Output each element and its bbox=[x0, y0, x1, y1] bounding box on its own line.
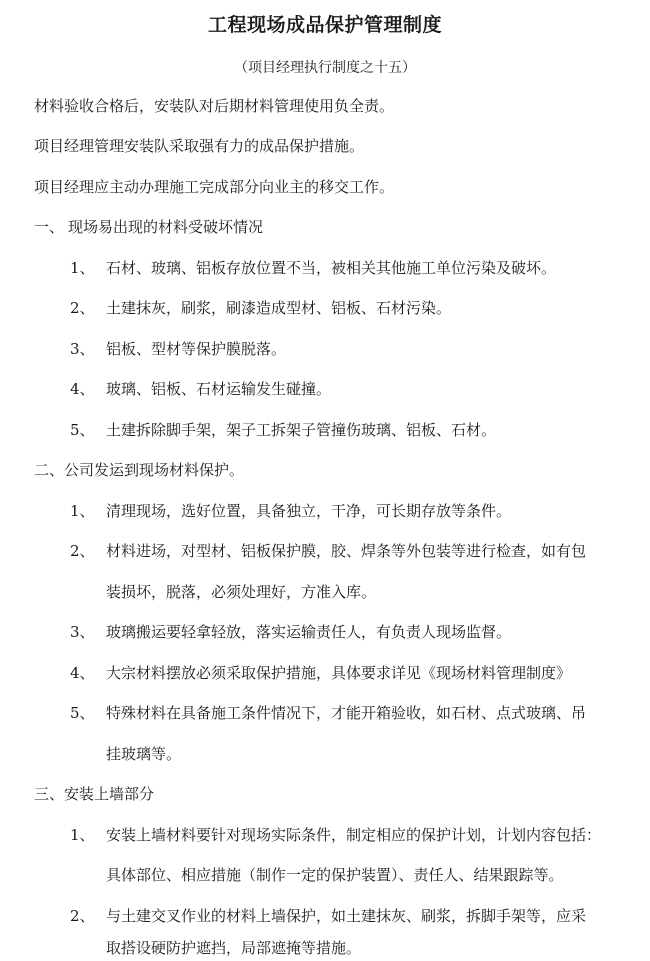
page-title: 工程现场成品保护管理制度 bbox=[207, 14, 442, 36]
list-item bbox=[70, 258, 556, 278]
item-text: 土建抹灰，刷浆，刷漆造成型材、铝板、石材污染。 bbox=[106, 299, 452, 317]
item-text: 玻璃、铝板、石材运输发生碰撞。 bbox=[106, 380, 332, 398]
list-item bbox=[70, 703, 586, 723]
item-number: 2、 bbox=[70, 542, 95, 560]
list-item bbox=[70, 825, 601, 845]
item-number: 3、 bbox=[70, 623, 95, 641]
item-text-continuation: 装损坏，脱落，必须处理好，方准入库。 bbox=[106, 583, 377, 601]
intro-paragraph: 项目经理管理安装队采取强有力的成品保护措施。 bbox=[34, 137, 365, 155]
list-item bbox=[70, 339, 286, 359]
item-number: 2、 bbox=[70, 299, 95, 317]
item-text: 铝板、型材等保护膜脱落。 bbox=[106, 340, 287, 358]
item-number: 5、 bbox=[70, 421, 95, 439]
item-text: 大宗材料摆放必须采取保护措施，具体要求详见《现场材料管理制度》 bbox=[106, 664, 572, 682]
item-number: 4、 bbox=[70, 380, 95, 398]
section-number: 三、 bbox=[34, 785, 65, 803]
item-text: 与土建交叉作业的材料上墙保护，如土建抹灰、刷浆，拆脚手架等，应采 bbox=[106, 907, 587, 925]
item-number: 3、 bbox=[70, 340, 95, 358]
item-text: 材料进场，对型材、铝板保护膜，胶、焊条等外包装等进行检查，如有包 bbox=[106, 542, 587, 560]
item-number: 4、 bbox=[70, 664, 95, 682]
section-title: 现场易出现的材料受破坏情况 bbox=[68, 218, 264, 236]
item-text: 特殊材料在具备施工条件情况下，才能开箱验收，如石材、点式玻璃、吊 bbox=[106, 704, 587, 722]
intro-paragraph: 项目经理应主动办理施工完成部分向业主的移交工作。 bbox=[34, 178, 395, 196]
item-text-continuation: 挂玻璃等。 bbox=[106, 745, 182, 763]
item-number: 1、 bbox=[70, 259, 95, 277]
item-text-continuation: 具体部位、相应措施（制作一定的保护装置）、责任人、结果跟踪等。 bbox=[106, 866, 564, 884]
page-subtitle: （项目经理执行制度之十五） bbox=[234, 60, 416, 76]
item-number: 1、 bbox=[70, 826, 95, 844]
item-text: 石材、玻璃、铝板存放位置不当，被相关其他施工单位污染及破坏。 bbox=[106, 259, 557, 277]
list-item bbox=[70, 906, 586, 926]
item-number: 2、 bbox=[70, 907, 95, 925]
intro-paragraph: 材料验收合格后，安装队对后期材料管理使用负全责。 bbox=[34, 97, 395, 115]
list-item bbox=[70, 622, 511, 642]
list-item bbox=[70, 663, 571, 683]
section-number: 一、 bbox=[34, 218, 65, 236]
list-item bbox=[70, 501, 511, 521]
item-text: 安装上墙材料要针对现场实际条件，制定相应的保护计划，计划内容包括： bbox=[106, 826, 602, 844]
section-heading bbox=[34, 460, 244, 480]
item-text: 土建拆除脚手架，架子工拆架子管撞伤玻璃、铝板、石材。 bbox=[106, 421, 497, 439]
list-item bbox=[70, 298, 451, 318]
item-text-continuation: 取搭设硬防护遮挡，局部遮掩等措施。 bbox=[106, 939, 362, 957]
section-number: 二、 bbox=[34, 461, 65, 479]
item-number: 1、 bbox=[70, 502, 95, 520]
list-item bbox=[70, 420, 496, 440]
item-text: 玻璃搬运要轻拿轻放，落实运输责任人，有负责人现场监督。 bbox=[106, 623, 512, 641]
section-title: 安装上墙部分 bbox=[64, 785, 155, 803]
item-text: 清理现场，选好位置，具备独立，干净，可长期存放等条件。 bbox=[106, 502, 512, 520]
item-number: 5、 bbox=[70, 704, 95, 722]
section-title: 公司发运到现场材料保护。 bbox=[64, 461, 245, 479]
list-item bbox=[70, 541, 586, 561]
list-item bbox=[70, 379, 331, 399]
section-heading bbox=[34, 217, 263, 237]
section-heading bbox=[34, 784, 154, 804]
